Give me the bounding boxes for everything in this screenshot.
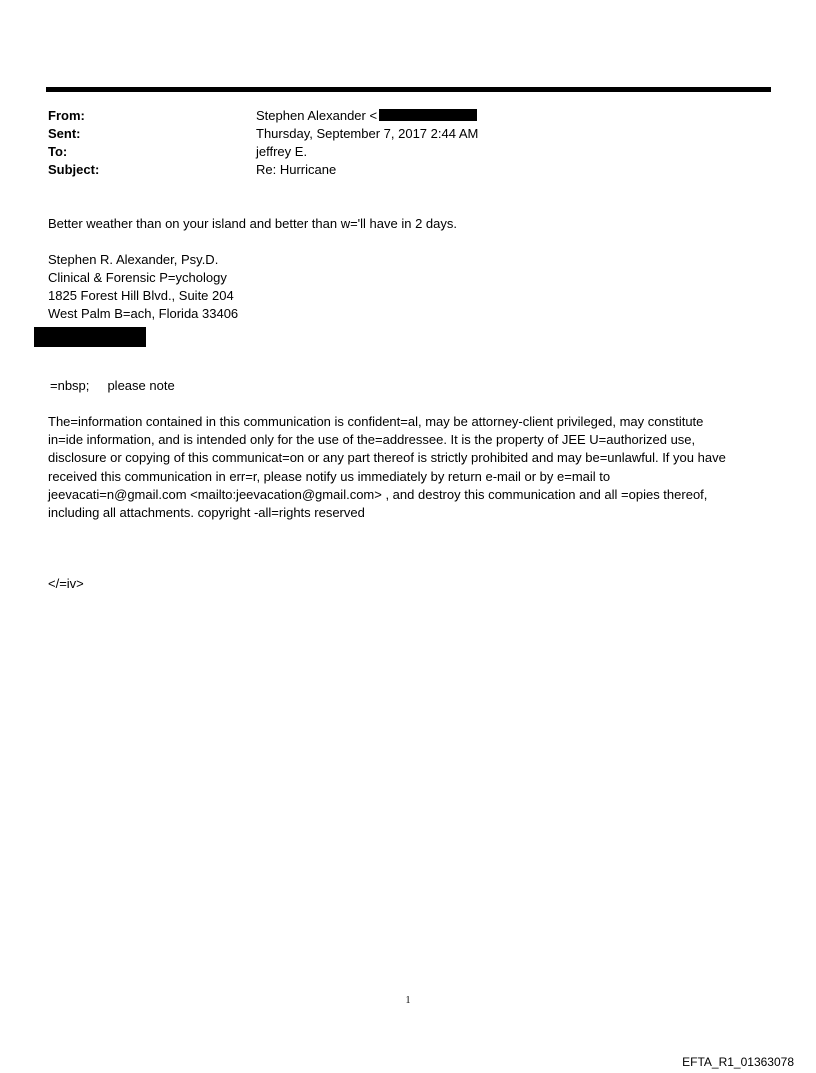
from-value bbox=[256, 107, 748, 125]
header-row-from bbox=[48, 107, 748, 125]
from-label: From: bbox=[48, 108, 85, 123]
header-row-subject bbox=[48, 161, 748, 179]
disclaimer-line: disclosure or copying of this communicat=on or any part thereof is strictly prohibited and may be=unlawful. If you have bbox=[48, 450, 726, 466]
from-name: Stephen Alexander < bbox=[256, 108, 378, 123]
header-row-to bbox=[48, 143, 748, 161]
subject-value: Re: Hurricane bbox=[256, 162, 337, 177]
page-number: 1 bbox=[405, 995, 411, 1006]
signature-address-line-1: 1825 Forest Hill Blvd., Suite 204 bbox=[48, 288, 234, 303]
disclaimer-line: The=information contained in this communication is confident=al, may be attorney-client privileged, may constitute bbox=[48, 414, 704, 429]
redaction-bar bbox=[379, 109, 477, 121]
disclaimer-line: jeevacati=n@gmail.com <mailto:jeevacation@gmail.com> , and destroy this communication and all =opies thereof, bbox=[48, 486, 708, 502]
closing-tag-text: </=iv> bbox=[48, 576, 84, 591]
header-divider bbox=[46, 87, 771, 92]
disclaimer-line: in=ide information, and is intended only for the use of the=addressee. It is the property of JEE U=authorized use, bbox=[48, 432, 696, 448]
disclaimer-line: received this communication in err=r, please notify us immediately by return e-mail or by e=mail to bbox=[48, 468, 611, 484]
to-label: To: bbox=[48, 144, 68, 159]
message-body-first-line: Better weather than on your island and better than w='ll have in 2 days. bbox=[48, 216, 457, 231]
confidentiality-disclaimer bbox=[48, 413, 770, 522]
sent-label: Sent: bbox=[48, 126, 81, 141]
to-value: jeffrey E. bbox=[256, 144, 308, 159]
email-header bbox=[48, 107, 748, 179]
sent-value: Thursday, September 7, 2017 2:44 AM bbox=[256, 126, 479, 141]
disclaimer-line: including all attachments. copyright -all=rights reserved bbox=[48, 505, 365, 521]
document-id: EFTA_R1_01363078 bbox=[682, 1055, 794, 1069]
header-row-sent bbox=[48, 125, 748, 143]
signature-block bbox=[48, 251, 238, 323]
nbsp-note-line: =nbsp; please note bbox=[50, 378, 175, 393]
signature-name: Stephen R. Alexander, Psy.D. bbox=[48, 252, 219, 267]
redaction-block bbox=[34, 327, 146, 347]
subject-label: Subject: bbox=[48, 162, 100, 177]
signature-title: Clinical & Forensic P=ychology bbox=[48, 270, 227, 285]
signature-address-line-2: West Palm B=ach, Florida 33406 bbox=[48, 306, 239, 321]
